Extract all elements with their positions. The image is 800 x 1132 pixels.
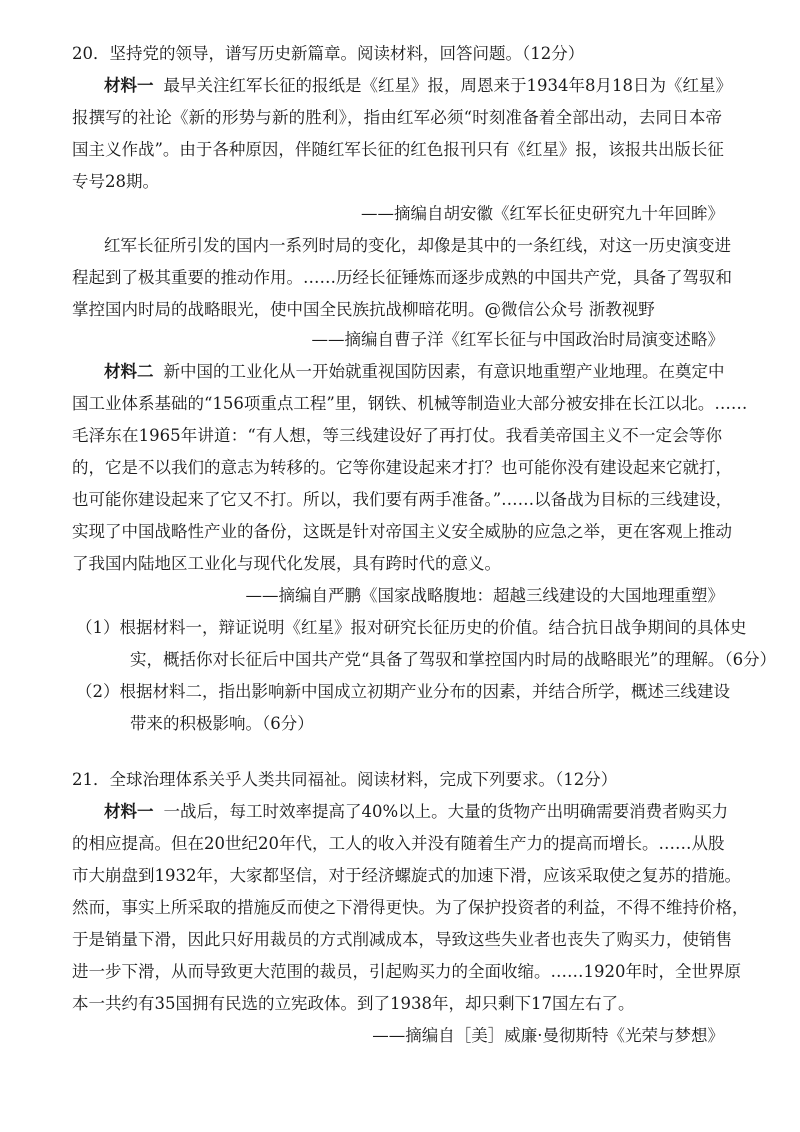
q20-m2-line: 了我国内陆地区工业化与现代化发展，具有跨时代的意义。	[72, 554, 501, 573]
q20-m1-line	[104, 76, 732, 96]
q20-m2-line: 国工业体系基础的“156项重点工程”里，钢铁、机械等制造业大部分被安排在长江以北。……	[72, 394, 748, 413]
q20-m1b-line: 红军长征所引发的国内一系列时局的变化，却像是其中的一条红线，对这一历史演变进	[104, 236, 731, 255]
q20-m2-line: 毛泽东在1965年讲道：“有人想，等三线建设好了再打仗。我看美帝国主义不一定会等你	[72, 426, 722, 445]
material-tag: 材料二	[104, 362, 154, 381]
q20-m1-source: ——摘编自胡安徽《红军长征史研究九十年回眸》	[361, 204, 724, 223]
q21-m1-line: 进一步下滑，从而导致更大范围的裁员，引起购买力的全面收缩。……1920年时，全世界原	[72, 962, 741, 981]
q20-m2-source: ——摘编自严鹏《国家战略腹地：超越三线建设的大国地理重塑》	[245, 586, 724, 605]
q20-subquestion-2: （2）根据材料二，指出影响新中国成立初期产业分布的因素，并结合所学，概述三线建设	[76, 682, 730, 701]
q20-m2-text: 新中国的工业化从一开始就重视国防因素，有意识地重塑产业地理。在奠定中	[163, 362, 725, 381]
q20-m1b-source: ——摘编自曹子洋《红军长征与中国政治时局演变述略》	[311, 330, 724, 349]
q21-m1-line: 然而，事实上所采取的措施反而使之下滑得更快。为了保护投资者的利益，不得不维持价格，	[72, 898, 749, 917]
q20-m2-line	[104, 362, 725, 382]
q21-title: 21．全球治理体系关乎人类共同福祉。阅读材料，完成下列要求。（12分）	[72, 770, 618, 789]
q21-m1-line: 本一共约有35国拥有民选的立宪政体。到了1938年，却只剩下17国左右了。	[72, 994, 635, 1013]
q20-m1-line: 专号28期。	[72, 172, 159, 191]
q20-m1-line: 报撰写的社论《新的形势与新的胜利》，指由红军必须“时刻准备着全部出动，去同日本帝	[72, 108, 722, 127]
q21-m1-line: 于是销量下滑，因此只好用裁员的方式削减成本，导致这些失业者也丧失了购买力，使销售	[72, 930, 732, 949]
q20-m1-text: 最早关注红军长征的报纸是《红星》报，周恩来于1934年8月18日为《红星》	[163, 76, 732, 95]
q21-m1-line: 市大崩盘到1932年，大家都坚信，对于经济螺旋式的加速下滑，应该采取使之复苏的措施。	[72, 866, 741, 885]
q20-m2-line: 也可能你建设起来了它又不打。所以，我们要有两手准备。”……以备战为目标的三线建设，	[72, 490, 733, 509]
q20-subquestion-1: 实，概括你对长征后中国共产党“具备了驾驭和掌控国内时局的战略眼光”的理解。（6分）	[130, 650, 777, 669]
material-tag: 材料一	[104, 802, 154, 821]
q21-m1-text: 一战后，每工时效率提高了40%以上。大量的货物产出明确需要消费者购买力	[163, 802, 729, 821]
q21-m1-line	[104, 802, 729, 822]
q20-m1b-line: 程起到了极其重要的推动作用。……历经长征锤炼而逐步成熟的中国共产党，具备了驾驭和	[72, 268, 732, 287]
q20-subquestion-2: 带来的积极影响。（6分）	[130, 714, 314, 733]
q20-m1b-line: 掌控国内时局的战略眼光，使中国全民族抗战柳暗花明。@微信公众号 浙教视野	[72, 300, 655, 319]
q20-m1-line: 国主义作战”。由于各种原因，伴随红军长征的红色报刊只有《红星》报，该报共出版长征	[72, 140, 724, 159]
q21-m1-line: 的相应提高。但在20世纪20年代，工人的收入并没有随着生产力的提高而增长。……从股	[72, 834, 725, 853]
q20-title: 20．坚持党的领导，谱写历史新篇章。阅读材料，回答问题。（12分）	[72, 44, 585, 63]
q20-m2-line: 的，它是不以我们的意志为转移的。它等你建设起来才打？也可能你没有建设起来它就打，	[72, 458, 732, 477]
q20-subquestion-1: （1）根据材料一，辩证说明《红星》报对研究长征历史的价值。结合抗日战争期间的具体史	[76, 618, 747, 637]
q20-m2-line: 实现了中国战略性产业的备份，这既是针对帝国主义安全威胁的应急之举，更在客观上推动	[72, 522, 732, 541]
q21-m1-source: ——摘编自［美］威廉·曼彻斯特《光荣与梦想》	[372, 1026, 724, 1045]
material-tag: 材料一	[104, 76, 154, 95]
